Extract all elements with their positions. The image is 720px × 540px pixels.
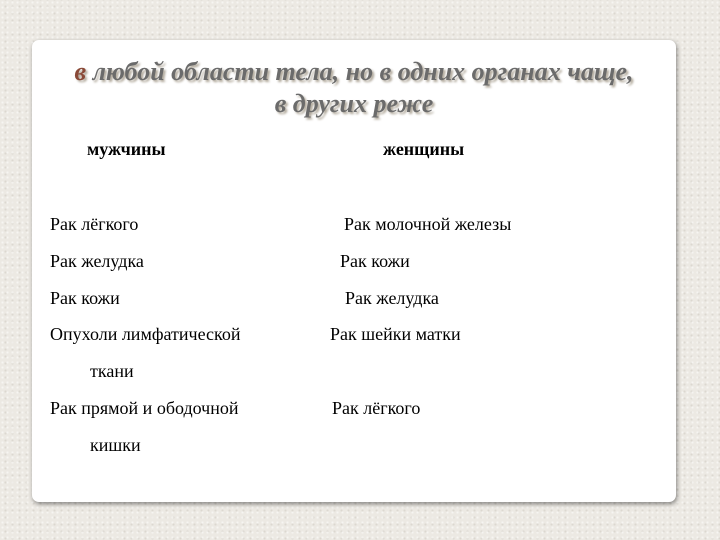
slide-title-line-2: в других реже (274, 89, 434, 118)
women-list-item: Рак лёгкого (332, 398, 421, 418)
slide-title-line-1 (32, 56, 676, 88)
men-list-item: Рак лёгкого (50, 214, 139, 234)
women-list-item: Рак молочной железы (344, 214, 512, 234)
women-list-item: Рак шейки матки (330, 324, 461, 344)
men-list-item: Опухоли лимфатической (50, 324, 241, 344)
women-list-item: Рак кожи (340, 251, 410, 271)
men-column-header: мужчины (87, 139, 166, 159)
women-list-item: Рак желудка (345, 288, 439, 308)
men-list-item: Рак желудка (50, 251, 144, 271)
women-column-header: женщины (383, 139, 465, 159)
men-list-item-continuation: кишки (90, 435, 141, 455)
men-list-item: Рак прямой и ободочной (50, 398, 239, 418)
men-list-item: Рак кожи (50, 288, 120, 308)
slide-title-rest: любой области тела, но в одних органах чаще, (86, 57, 634, 86)
men-list-item-continuation: ткани (90, 361, 134, 381)
slide-title-lead: в (74, 57, 87, 86)
